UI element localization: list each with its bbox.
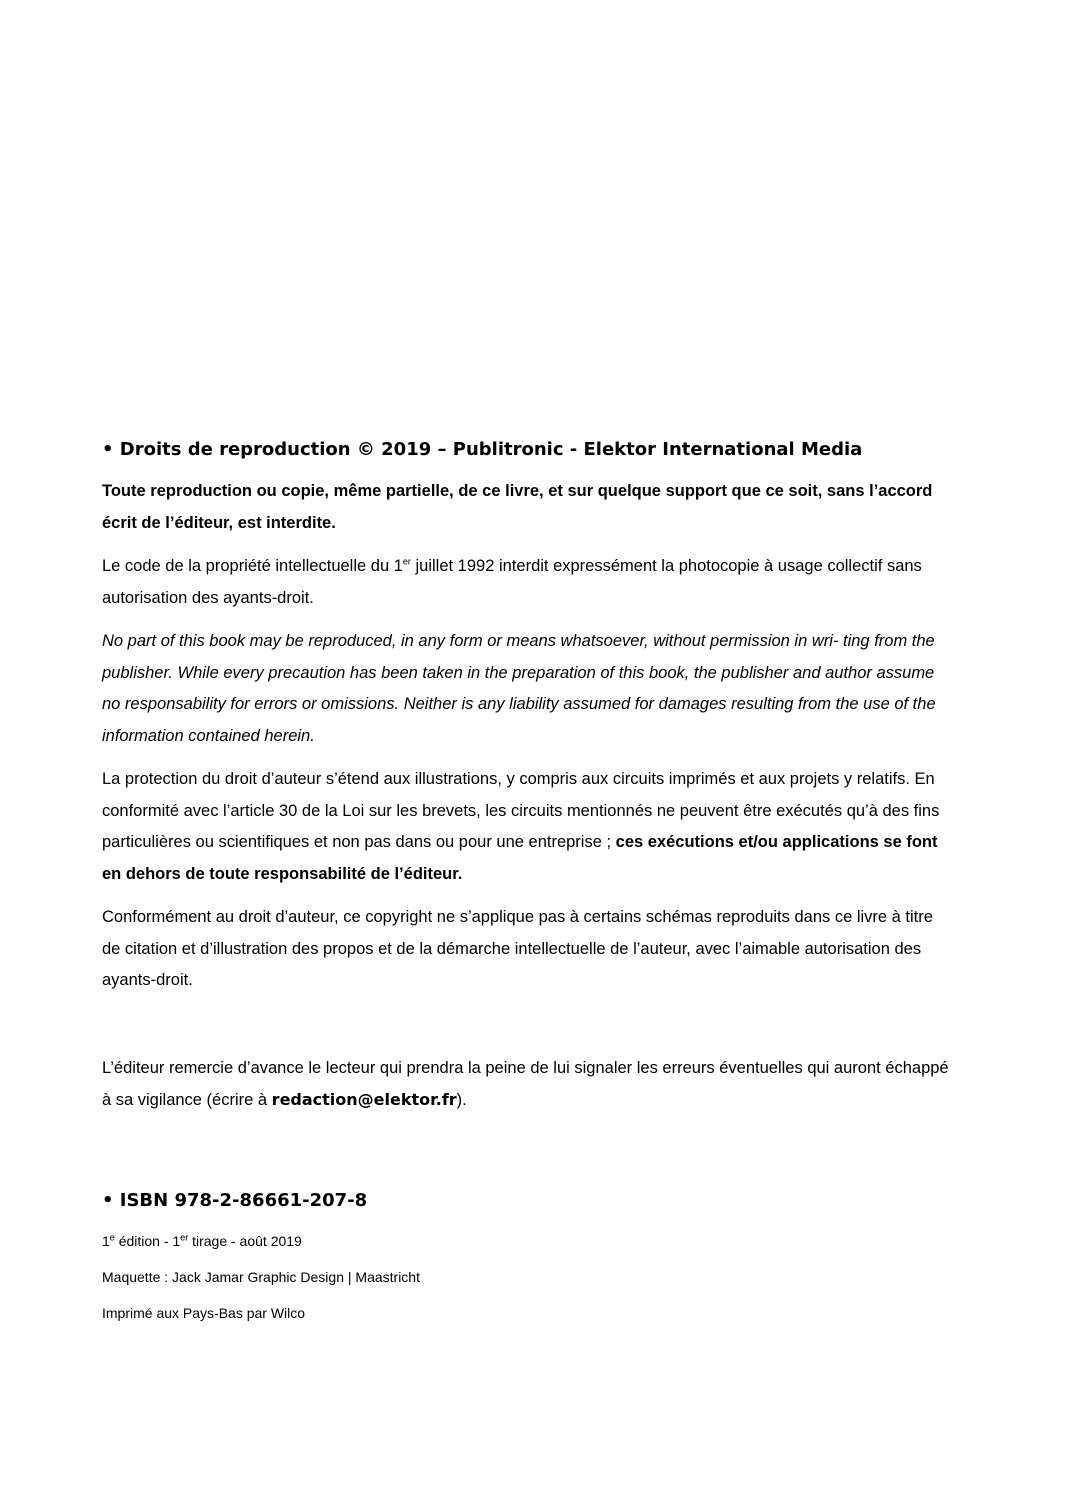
printing-text: tirage - août 2019 [188,1232,302,1249]
reproduction-notice: Toute reproduction ou copie, même partielle, de ce livre, et sur quelque support que ce soit, sans l’accord écrit de l’éditeur, est interdite. [102,482,933,532]
thanks-text-end: ). [456,1091,467,1109]
spacer [102,1009,952,1053]
ip-code-superscript: er [402,556,411,567]
protection-text: La protection du droit d’auteur s’étend aux illustrations, y compris aux circuits imprimés et aux projets y relatifs. En conformité avec l’article 30 de la Loi sur les brevets, les circuits mentionnés ne peuvent être exécutés qu’à des fins particulières ou scientifiques et non pas dans ou pour une entreprise ; [102,770,940,851]
protection-disclaimer: ces exécutions et/ou applications se font en dehors de toute responsabilité de l’éditeur. [102,833,938,883]
spacer [102,1129,952,1187]
english-notice: No part of this book may be reproduced, in any form or means whatsoever, without permission in wri- ting from the publisher. While every precaution has been taken in the preparation of this book, the publisher and author assume no responsability for errors or omissions. Neither is any liability assumed for damages resulting from the use of the information contained herein. [102,632,936,745]
edition-line [102,1223,952,1259]
edition-superscript: e [109,1231,115,1242]
copyright-heading: • Droits de reproduction © 2019 – Publitronic - Elektor International Media [102,439,863,460]
ip-code-text-end: juillet 1992 interdit expressément la photocopie à usage collectif sans autorisation des ayants-droit. [102,557,922,607]
thanks-paragraph [102,1053,952,1117]
edition-number: 1 [102,1232,110,1249]
contact-email: redaction@elektor.fr [271,1090,457,1109]
layout-credit: Maquette : Jack Jamar Graphic Design | Maastricht [102,1268,420,1285]
conformity-paragraph: Conformément au droit d’auteur, ce copyright ne s’applique pas à certains schémas reproduits dans ce livre à titre de citation et d’illustration des propos et de la démarche intellectuelle de l’auteur, avec l’aimable autorisation des ayants-droit. [102,908,933,989]
ip-code-paragraph [102,551,952,614]
thanks-text: L’éditeur remercie d’avance le lecteur qui prendra la peine de lui signaler les erreurs éventuelles qui auront échappé à sa vigilance (écrire à [102,1058,949,1109]
isbn-heading: • ISBN 978-2-86661-207-8 [102,1189,368,1211]
copyright-block [102,436,952,1331]
ip-code-text-start: Le code de la propriété intellectuelle du 1 [102,557,403,575]
printing-superscript: er [180,1231,189,1242]
protection-paragraph [102,764,952,890]
edition-text: édition - 1 [114,1232,181,1249]
printer-credit: Imprimé aux Pays-Bas par Wilco [102,1304,306,1321]
